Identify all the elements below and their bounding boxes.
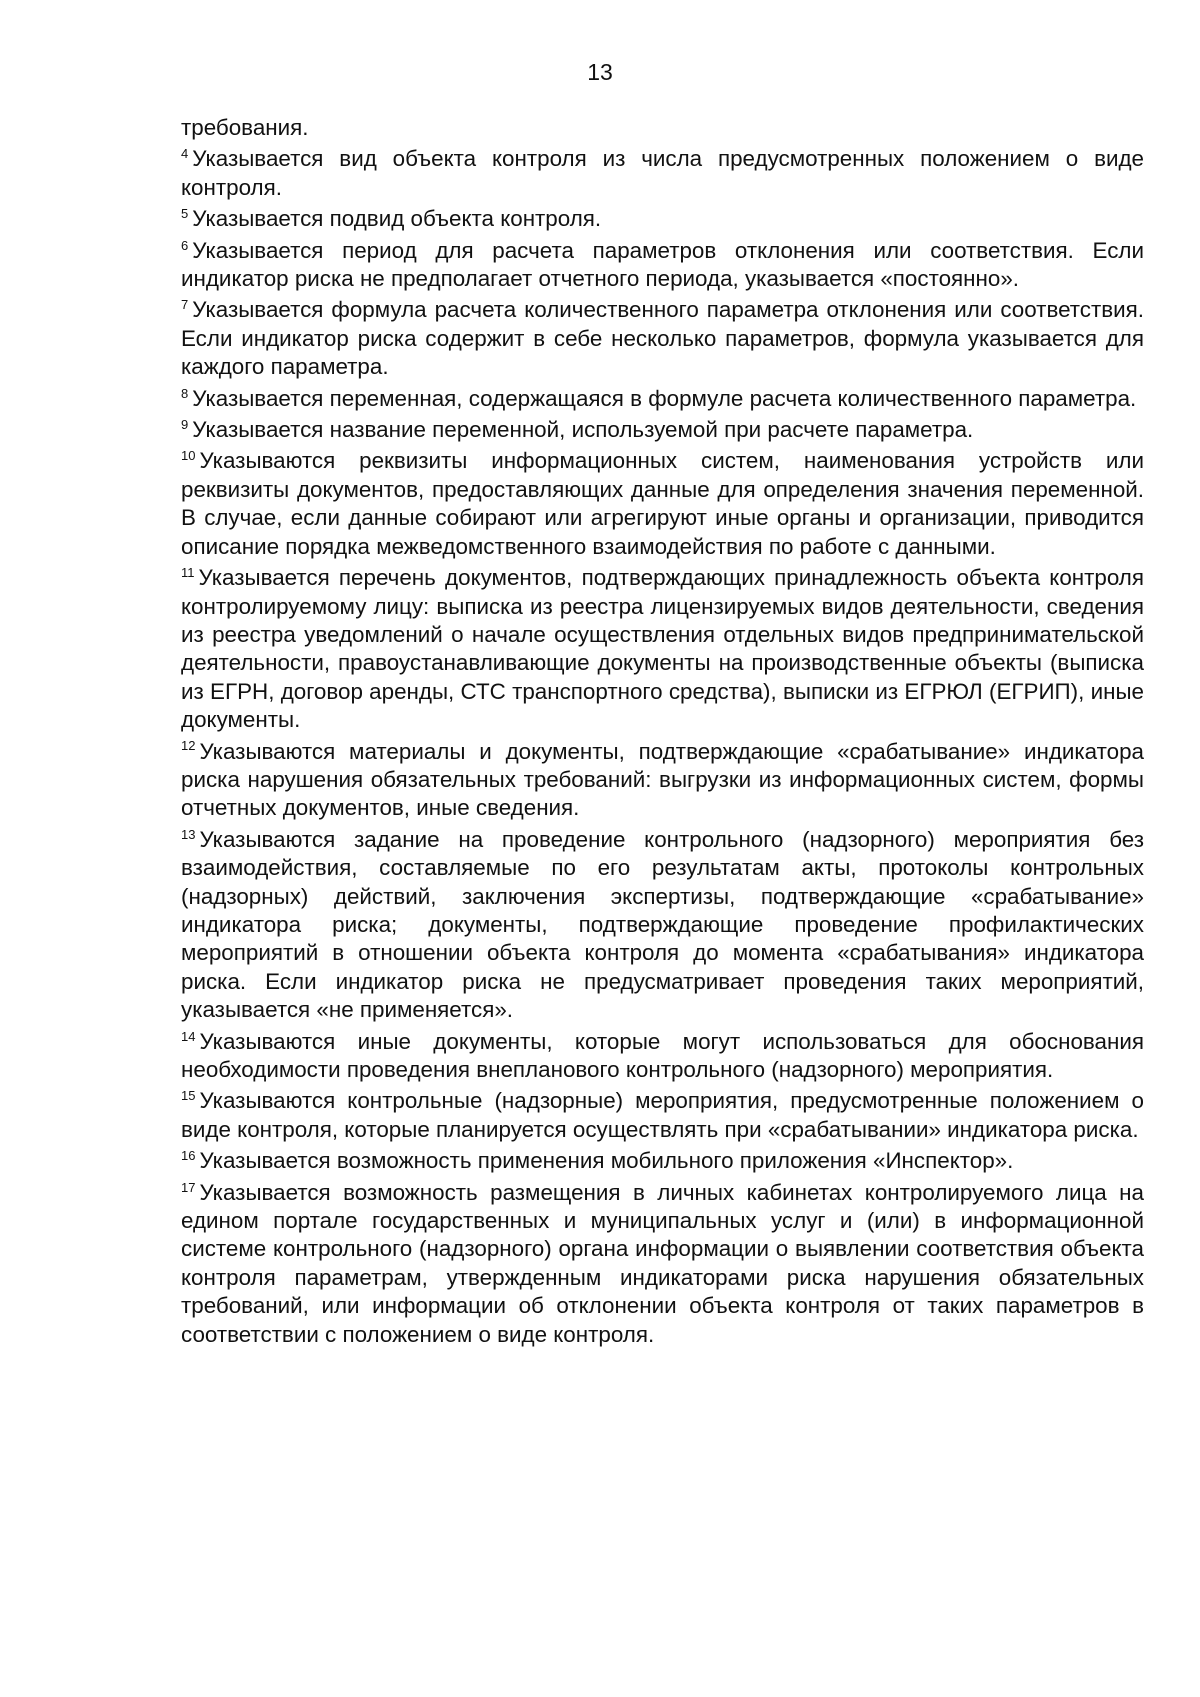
footnote-marker: 13 [181, 826, 196, 842]
footnote-text: Указывается период для расчета параметров отклонения или соответствия. Если индикатор риска не предполагает отчетного периода, указывается «постоянно». [181, 237, 1144, 292]
footnote-4 [181, 145, 1144, 202]
footnote-marker: 15 [181, 1088, 196, 1104]
footnote-text: Указывается формула расчета количественного параметра отклонения или соответствия. Если индикатор риска содержит в себе несколько параметров, формула указывается для каждого параметра. [181, 297, 1144, 380]
footnote-14 [181, 1028, 1144, 1085]
footnote-11 [181, 564, 1144, 734]
footnote-text: Указывается возможность размещения в личных кабинетах контролируемого лица на едином портале государственных и муниципальных услуг и (или) в информационной системе контрольного (надзорного) органа информации о выявлении соответствия объекта контроля параметрам, утвержденным индикаторами риска нарушения обязательных требований, или информации об отклонении объекта контроля от таких параметров в соответствии с положением о виде контроля. [181, 1179, 1144, 1347]
footnote-marker: 10 [181, 448, 196, 464]
footnote-marker: 14 [181, 1028, 196, 1044]
footnote-text: требования. [181, 115, 309, 140]
footnote-marker: 7 [181, 297, 189, 313]
page-number: 13 [587, 59, 613, 85]
footnote-marker: 16 [181, 1148, 196, 1164]
footnote-6 [181, 237, 1144, 294]
footnote-marker: 8 [181, 385, 189, 401]
footnote-marker: 9 [181, 417, 189, 433]
footnote-7 [181, 296, 1144, 381]
footnotes-section [181, 114, 1144, 1349]
footnote-text: Указывается вид объекта контроля из числа предусмотренных положением о виде контроля. [181, 146, 1144, 200]
footnote-marker: 17 [181, 1179, 196, 1195]
footnote-marker: 12 [181, 738, 196, 754]
footnote-text: Указывается возможность применения мобильного приложения «Инспектор». [199, 1148, 1014, 1174]
footnote-text: Указываются реквизиты информационных систем, наименования устройств или реквизиты документов, предоставляющих данные для определения значения переменной. В случае, если данные собирают или агрегируют иные органы и организации, приводится описание порядка межведомственного взаимодействия по работе с данными. [181, 448, 1144, 559]
footnote-13 [181, 826, 1144, 1025]
footnote-marker: 6 [181, 237, 189, 253]
footnote-marker: 4 [181, 146, 189, 162]
footnote-marker: 5 [181, 206, 189, 222]
footnote-17 [181, 1179, 1144, 1349]
footnote-text: Указывается название переменной, используемой при расчете параметра. [192, 417, 974, 443]
footnote-15 [181, 1087, 1144, 1144]
footnote-text: Указывается переменная, содержащаяся в формуле расчета количественного параметра. [192, 385, 1137, 411]
footnote-marker: 11 [181, 565, 195, 581]
footnote-16 [181, 1147, 1144, 1175]
footnote-text: Указываются контрольные (надзорные) мероприятия, предусмотренные положением о виде контроля, которые планируется осуществлять при «срабатывании» индикатора риска. [181, 1088, 1144, 1142]
footnote-text: Указывается подвид объекта контроля. [192, 206, 602, 232]
footnote-12 [181, 738, 1144, 823]
footnote-text: Указываются задание на проведение контрольного (надзорного) мероприятия без взаимодействия, составляемые по его результатам акты, протоколы контрольных (надзорных) действий, заключения экспертизы, подтверждающие «срабатывание» индикатора риска; документы, подтверждающие проведение профилактических мероприятий в отношении объекта контроля до момента «срабатывания» индикатора риска. Если индикатор риска не предусматривает проведения таких мероприятий, указывается «не применяется». [181, 826, 1144, 1023]
footnote-text: Указывается перечень документов, подтверждающих принадлежность объекта контроля контролируемому лицу: выписка из реестра лицензируемых видов деятельности, сведения из реестра уведомлений о начале осуществления отдельных видов предпринимательской деятельности, правоустанавливающие документы на производственные объекты (выписка из ЕГРН, договор аренды, СТС транспортного средства), выписки из ЕГРЮЛ (ЕГРИП), иные документы. [181, 565, 1144, 733]
footnote-9 [181, 416, 1144, 444]
footnote-text: Указываются иные документы, которые могут использоваться для обоснования необходимости проведения внепланового контрольного (надзорного) мероприятия. [181, 1028, 1144, 1082]
footnote-10 [181, 447, 1144, 561]
footnote-continuation [181, 114, 1144, 142]
footnote-text: Указываются материалы и документы, подтверждающие «срабатывание» индикатора риска нарушения обязательных требований: выгрузки из информационных систем, формы отчетных документов, иные сведения. [181, 738, 1144, 821]
footnote-8 [181, 385, 1144, 413]
footnote-5 [181, 205, 1144, 233]
